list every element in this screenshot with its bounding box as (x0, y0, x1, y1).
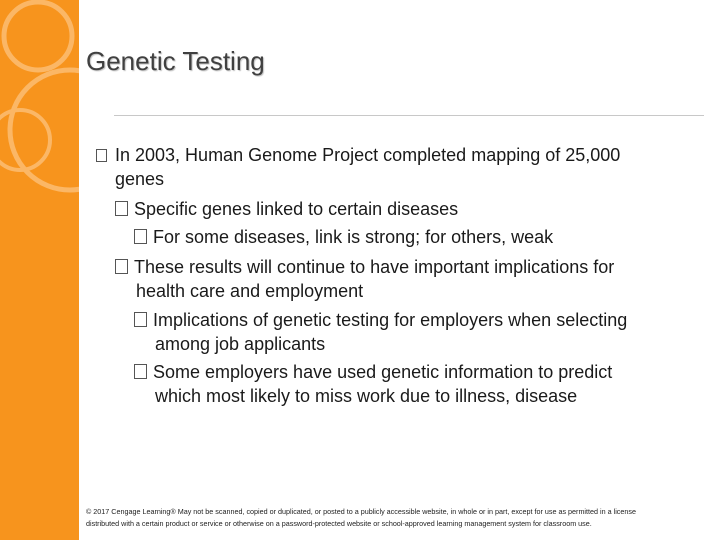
decorative-circles (0, 0, 79, 540)
bullet-text: These results will continue to have important implications for (134, 257, 615, 277)
bullet-text: which most likely to miss work due to illness, disease (155, 386, 578, 406)
title-divider (114, 115, 704, 116)
bullet-text: genes (115, 169, 165, 189)
bullet-box-icon (115, 259, 128, 274)
bullet-text: Specific genes linked to certain diseases (134, 199, 459, 219)
bullet-item-3 (134, 225, 553, 249)
bullet-text: Some employers have used genetic information to predict (153, 362, 613, 382)
bullet-text: Implications of genetic testing for employers when selecting (153, 310, 628, 330)
bullet-item-5 (134, 308, 627, 332)
bullet-box-icon (115, 201, 128, 216)
footer-line: © 2017 Cengage Learning® May not be scanned, copied or duplicated, or posted to a publicly accessible website, in whole or in part, except for use as permitted in a license (86, 507, 636, 516)
bullet-text: For some diseases, link is strong; for others, weak (153, 227, 554, 247)
bullet-box-icon (96, 149, 107, 162)
bullet-item-1-cont (115, 167, 164, 191)
bullet-item-1 (96, 143, 620, 167)
bullet-text: among job applicants (155, 334, 326, 354)
footer-line: distributed with a certain product or service or otherwise on a password-protected website or school-approved learning management system for classroom use. (86, 519, 592, 528)
slide-title: Genetic Testing (86, 46, 265, 76)
bullet-text: health care and employment (136, 281, 364, 301)
bullet-item-4-cont (136, 279, 363, 303)
bullet-text: In 2003, Human Genome Project completed mapping of 25,000 (115, 145, 621, 165)
bullet-box-icon (134, 364, 147, 379)
bullet-item-2 (115, 197, 458, 221)
bullet-box-icon (134, 229, 147, 244)
bullet-box-icon (134, 312, 147, 327)
copyright-footer (86, 506, 698, 530)
bullet-item-4 (115, 255, 614, 279)
bullet-item-6-cont (155, 384, 577, 408)
bullet-item-5-cont (155, 332, 325, 356)
decorative-sidebar (0, 0, 79, 540)
bullet-item-6 (134, 360, 612, 384)
